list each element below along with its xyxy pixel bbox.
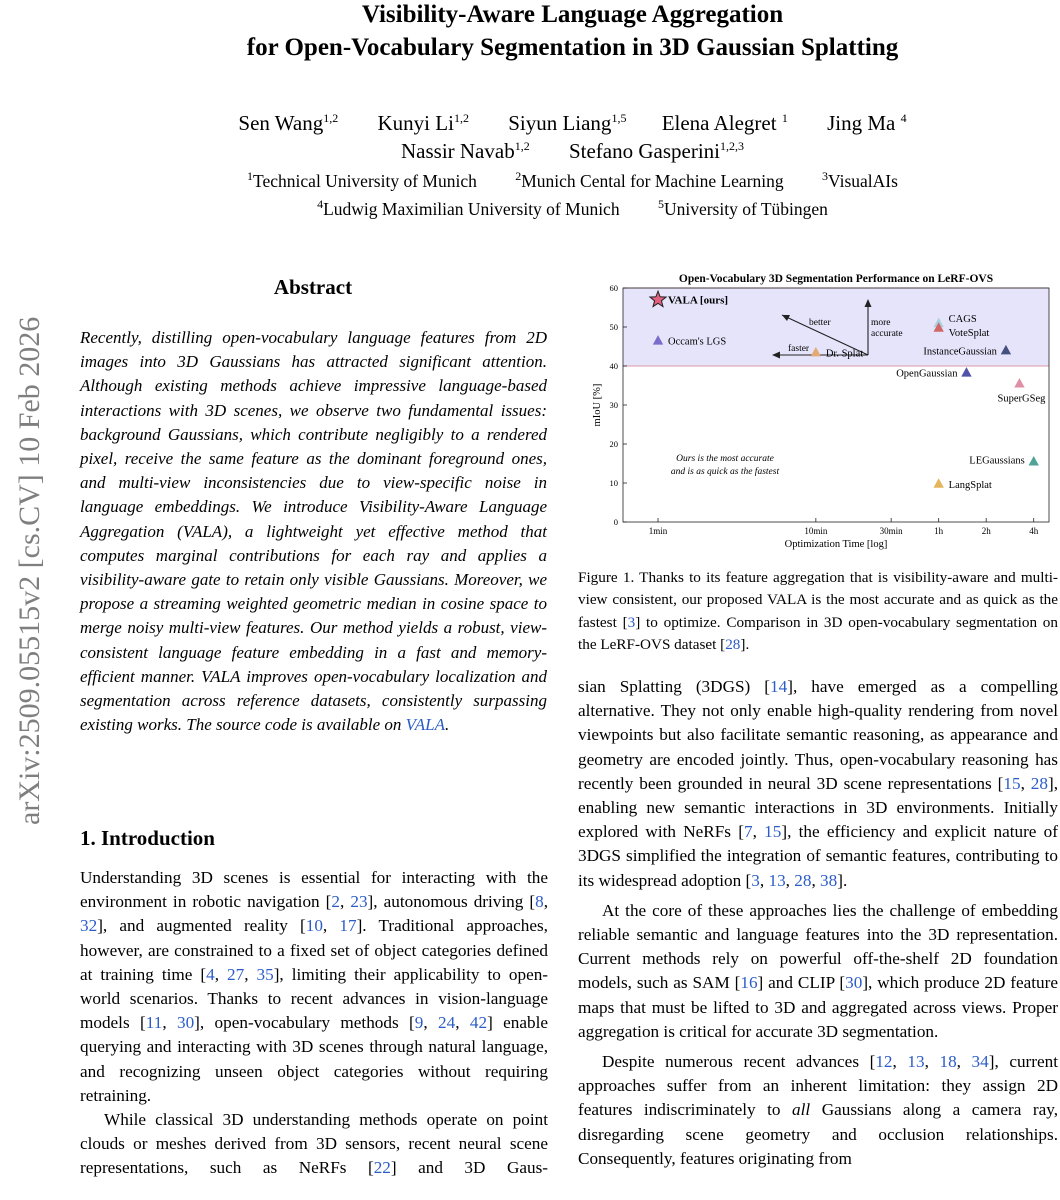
citation-link[interactable]: 15 (764, 822, 782, 842)
x-tick-label: 2h (981, 526, 991, 536)
citation-link[interactable]: 17 (339, 916, 357, 936)
abstract-body: Recently, distilling open-vocabulary language features from 2D images into 3D Gaussians has attracted significant attention. Although existing methods achieve impressive language-based interactions with 3D scenes, we observe two fundamental issues: background Gaussians, which contribute negligibly to a rendered pixel, receive the same feature as the dominant foreground ones, and multi-view inconsistencies due to view-specific noise in language embeddings. We introduce Visibility-Aware Language Aggregation (VALA), a lightweight yet effective method that computes marginal contributions for each ray and applies a visibility-aware gate to retain only visible Gaussians. Moreover, we propose a streaming weighted geometric median in cosine space to merge noisy multi-view features. Our method yields a robust, view-consistent language feature embedding in a fast and memory-efficient manner. VALA improves open-vocabulary localization and segmentation across reference datasets, consistently surpassing existing works. The source code is available on VALA. (80, 328, 547, 735)
citation-link[interactable]: 13 (768, 870, 786, 890)
citation-link[interactable]: 28 (1030, 773, 1048, 793)
affiliation: $^2$Munich Cental for Machine Learning (515, 169, 784, 191)
data-point-label: VoteSplat (948, 327, 990, 339)
figure-1-chart (578, 266, 1060, 556)
chart-note: Ours is the most accurate (676, 454, 774, 464)
citation-link[interactable]: 16 (740, 973, 758, 993)
arrow-label: faster (788, 344, 810, 354)
data-point-label: LangSplat (948, 479, 992, 491)
intro-paragraph-4: At the core of these approaches lies the challenge of embedding reliable semantic and language features into the 3D representation. Current methods rely on powerful off-the-shelf 2D foundation models, such as SAM [16] and CLIP [30], which produce 2D feature maps that must be lifted to 3D and aggregated across views. Proper aggregation is critical for accurate 3D segmentation. (578, 900, 1059, 1041)
intro-paragraph-5: Despite numerous recent advances [12, 13, 18, 34], current approaches suffer from an inherent limitation: they assign 2D features indiscriminately to all Gaussians along a camera ray, disregarding scene geometry and occlusion relationships. Consequently, features originating from (578, 1052, 1059, 1168)
citation-link[interactable]: 3 (751, 870, 760, 890)
emphasis: all (792, 1100, 811, 1120)
citation-link[interactable]: 11 (145, 1013, 163, 1033)
citation-link[interactable]: 24 (438, 1013, 456, 1033)
data-point-triangle (1014, 378, 1024, 388)
citation-link[interactable]: 28 (725, 635, 741, 653)
citation-link[interactable]: 8 (535, 892, 544, 912)
chart-svg (578, 266, 1060, 556)
x-tick-label: 4h (1029, 526, 1039, 536)
y-tick-label: 20 (609, 439, 618, 449)
author: Sen Wang$^{1,2}$ (238, 111, 339, 135)
citation-link[interactable]: 22 (373, 1158, 391, 1178)
author: Kunyi Li$^{1,2}$ (377, 111, 469, 135)
intro-paragraph-2: While classical 3D understanding methods operate on point clouds or meshes derived from 3D sensors, recent neural scene representations, such as NeRFs [22] and 3D Gaus- (80, 1110, 549, 1178)
arxiv-identifier: arXiv:2509.05515v2 [cs.CV] 10 Feb 2026 (13, 316, 46, 825)
citation-link[interactable]: 9 (414, 1013, 424, 1033)
data-point-label: Occam's LGS (668, 336, 727, 348)
arrow-label: better (809, 318, 831, 328)
figure-1-caption: Figure 1. Thanks to its feature aggregation that is visibility-aware and multi-view consistent, our proposed VALA is the most accurate and as quick as the fastest [3] to optimize. Comparison in 3D open-vocabulary segmentation on the LeRF-OVS dataset [28]. (578, 569, 1058, 653)
citation-link[interactable]: 23 (350, 892, 368, 912)
section-heading-introduction: 1. Introduction (80, 826, 215, 850)
citation-link[interactable]: 38 (820, 870, 838, 890)
x-tick-label: 30min (879, 526, 903, 536)
citation-link[interactable]: 34 (971, 1052, 989, 1072)
citation-link[interactable]: 35 (256, 964, 274, 984)
chart-title: Open-Vocabulary 3D Segmentation Performance on LeRF-OVS (678, 273, 994, 285)
data-point-label: SuperGSeg (997, 393, 1046, 405)
data-point-triangle (933, 478, 943, 488)
citation-link[interactable]: 12 (875, 1052, 893, 1072)
y-tick-label: 40 (609, 361, 618, 371)
data-point-label: Dr. Splat (825, 348, 864, 360)
citation-link[interactable]: 30 (845, 973, 863, 993)
citation-link[interactable]: 10 (305, 916, 323, 936)
citation-link[interactable]: 3 (627, 613, 636, 631)
authors-row2 (0, 137, 1060, 165)
citation-link[interactable]: 15 (1003, 773, 1021, 793)
y-tick-label: 30 (609, 400, 618, 410)
abstract-heading: Abstract (273, 275, 353, 299)
author: Elena Alegret $^1$ (661, 111, 788, 135)
data-point-triangle (1029, 456, 1039, 466)
author: Nassir Navab$^{1,2}$ (400, 139, 530, 163)
authors-row1 (0, 109, 1060, 137)
chart-note: and is as quick as the fastest (670, 467, 780, 477)
y-axis-label: mIoU [%] (592, 383, 603, 427)
arrow-label: more (871, 318, 891, 328)
citation-link[interactable]: 13 (907, 1052, 925, 1072)
data-point-label: CAGS (948, 314, 977, 326)
data-point-triangle (961, 367, 971, 377)
data-point-label: LEGaussians (969, 455, 1025, 467)
arrow-label: accurate (871, 329, 903, 339)
author: Stefano Gasperini$^{1,2,3}$ (568, 139, 744, 163)
author: Jing Ma $^4$ (827, 111, 907, 135)
author: Siyun Liang$^{1,5}$ (508, 111, 627, 135)
citation-link[interactable]: 14 (770, 677, 788, 696)
x-tick-label: 1min (648, 526, 668, 536)
affiliations-row1 (0, 167, 1060, 195)
data-point-label: OpenGaussian (896, 368, 958, 380)
citation-link[interactable]: 2 (331, 892, 340, 912)
affiliation: $^5$University of Tübingen (657, 197, 828, 219)
code-link[interactable]: VALA (405, 715, 445, 735)
affiliation: $^4$Ludwig Maximilian University of Munich (317, 197, 620, 219)
affiliations-row2 (0, 195, 1060, 223)
x-tick-label: 1h (934, 526, 944, 536)
x-tick-label: 10min (804, 526, 828, 536)
y-tick-label: 60 (609, 283, 618, 293)
citation-link[interactable]: 27 (227, 964, 245, 984)
intro-paragraph-3: sian Splatting (3DGS) [14], have emerged as a compelling alternative. They not only enable high-quality rendering from novel viewpoints but also facilitate semantic reasoning, as appearance and geometry are encoded jointly. Thus, open-vocabulary reasoning has recently been grounded in neural 3D scene representations [15, 28], enabling new semantic interactions in 3D environments. Initially explored with NeRFs [7, 15], the efficiency and explicit nature of 3DGS simplified the integration of semantic features, contributing to its widespread adoption [3, 13, 28, 38]. (578, 677, 1059, 890)
y-tick-label: 10 (609, 478, 618, 488)
paper-title-line2: for Open-Vocabulary Segmentation in 3D Gaussian Splatting (246, 34, 899, 61)
data-point-label: InstanceGaussian (923, 346, 997, 358)
citation-link[interactable]: 7 (743, 822, 753, 842)
intro-right-column (578, 675, 1058, 1171)
affiliation: $^3$VisualAIs (822, 169, 898, 191)
intro-left-column (80, 866, 548, 1181)
citation-link[interactable]: 32 (80, 916, 98, 936)
citation-link[interactable]: 18 (939, 1052, 957, 1072)
citation-link[interactable]: 30 (176, 1013, 195, 1033)
x-axis-label: Optimization Time [log] (784, 539, 888, 550)
citation-link[interactable]: 4 (206, 964, 215, 984)
y-tick-label: 0 (613, 517, 618, 527)
y-tick-label: 50 (609, 322, 618, 332)
citation-link[interactable]: 42 (469, 1013, 488, 1033)
paper-title-line1: Visibility-Aware Language Aggregation (361, 1, 784, 28)
affiliation: $^1$Technical University of Munich (247, 169, 477, 191)
intro-paragraph-1: Understanding 3D scenes is essential for interacting with the environment in robotic navigation [2, 23], autonomous driving [8, 32], and augmented reality [10, 17]. Traditional approaches, however, are constrained to a fixed set of object categories defined at training time [4, 27, 35], limiting their applicability to open-world scenarios. Thanks to recent advances in vision-language models [11, 30], open-vocabulary methods [9, 24, 42] enable querying and interacting with 3D scenes through natural language, and recognizing unseen object categories without requiring retraining. (80, 868, 549, 1105)
citation-link[interactable]: 28 (794, 870, 812, 890)
data-point-label: VALA [ours] (668, 294, 729, 307)
